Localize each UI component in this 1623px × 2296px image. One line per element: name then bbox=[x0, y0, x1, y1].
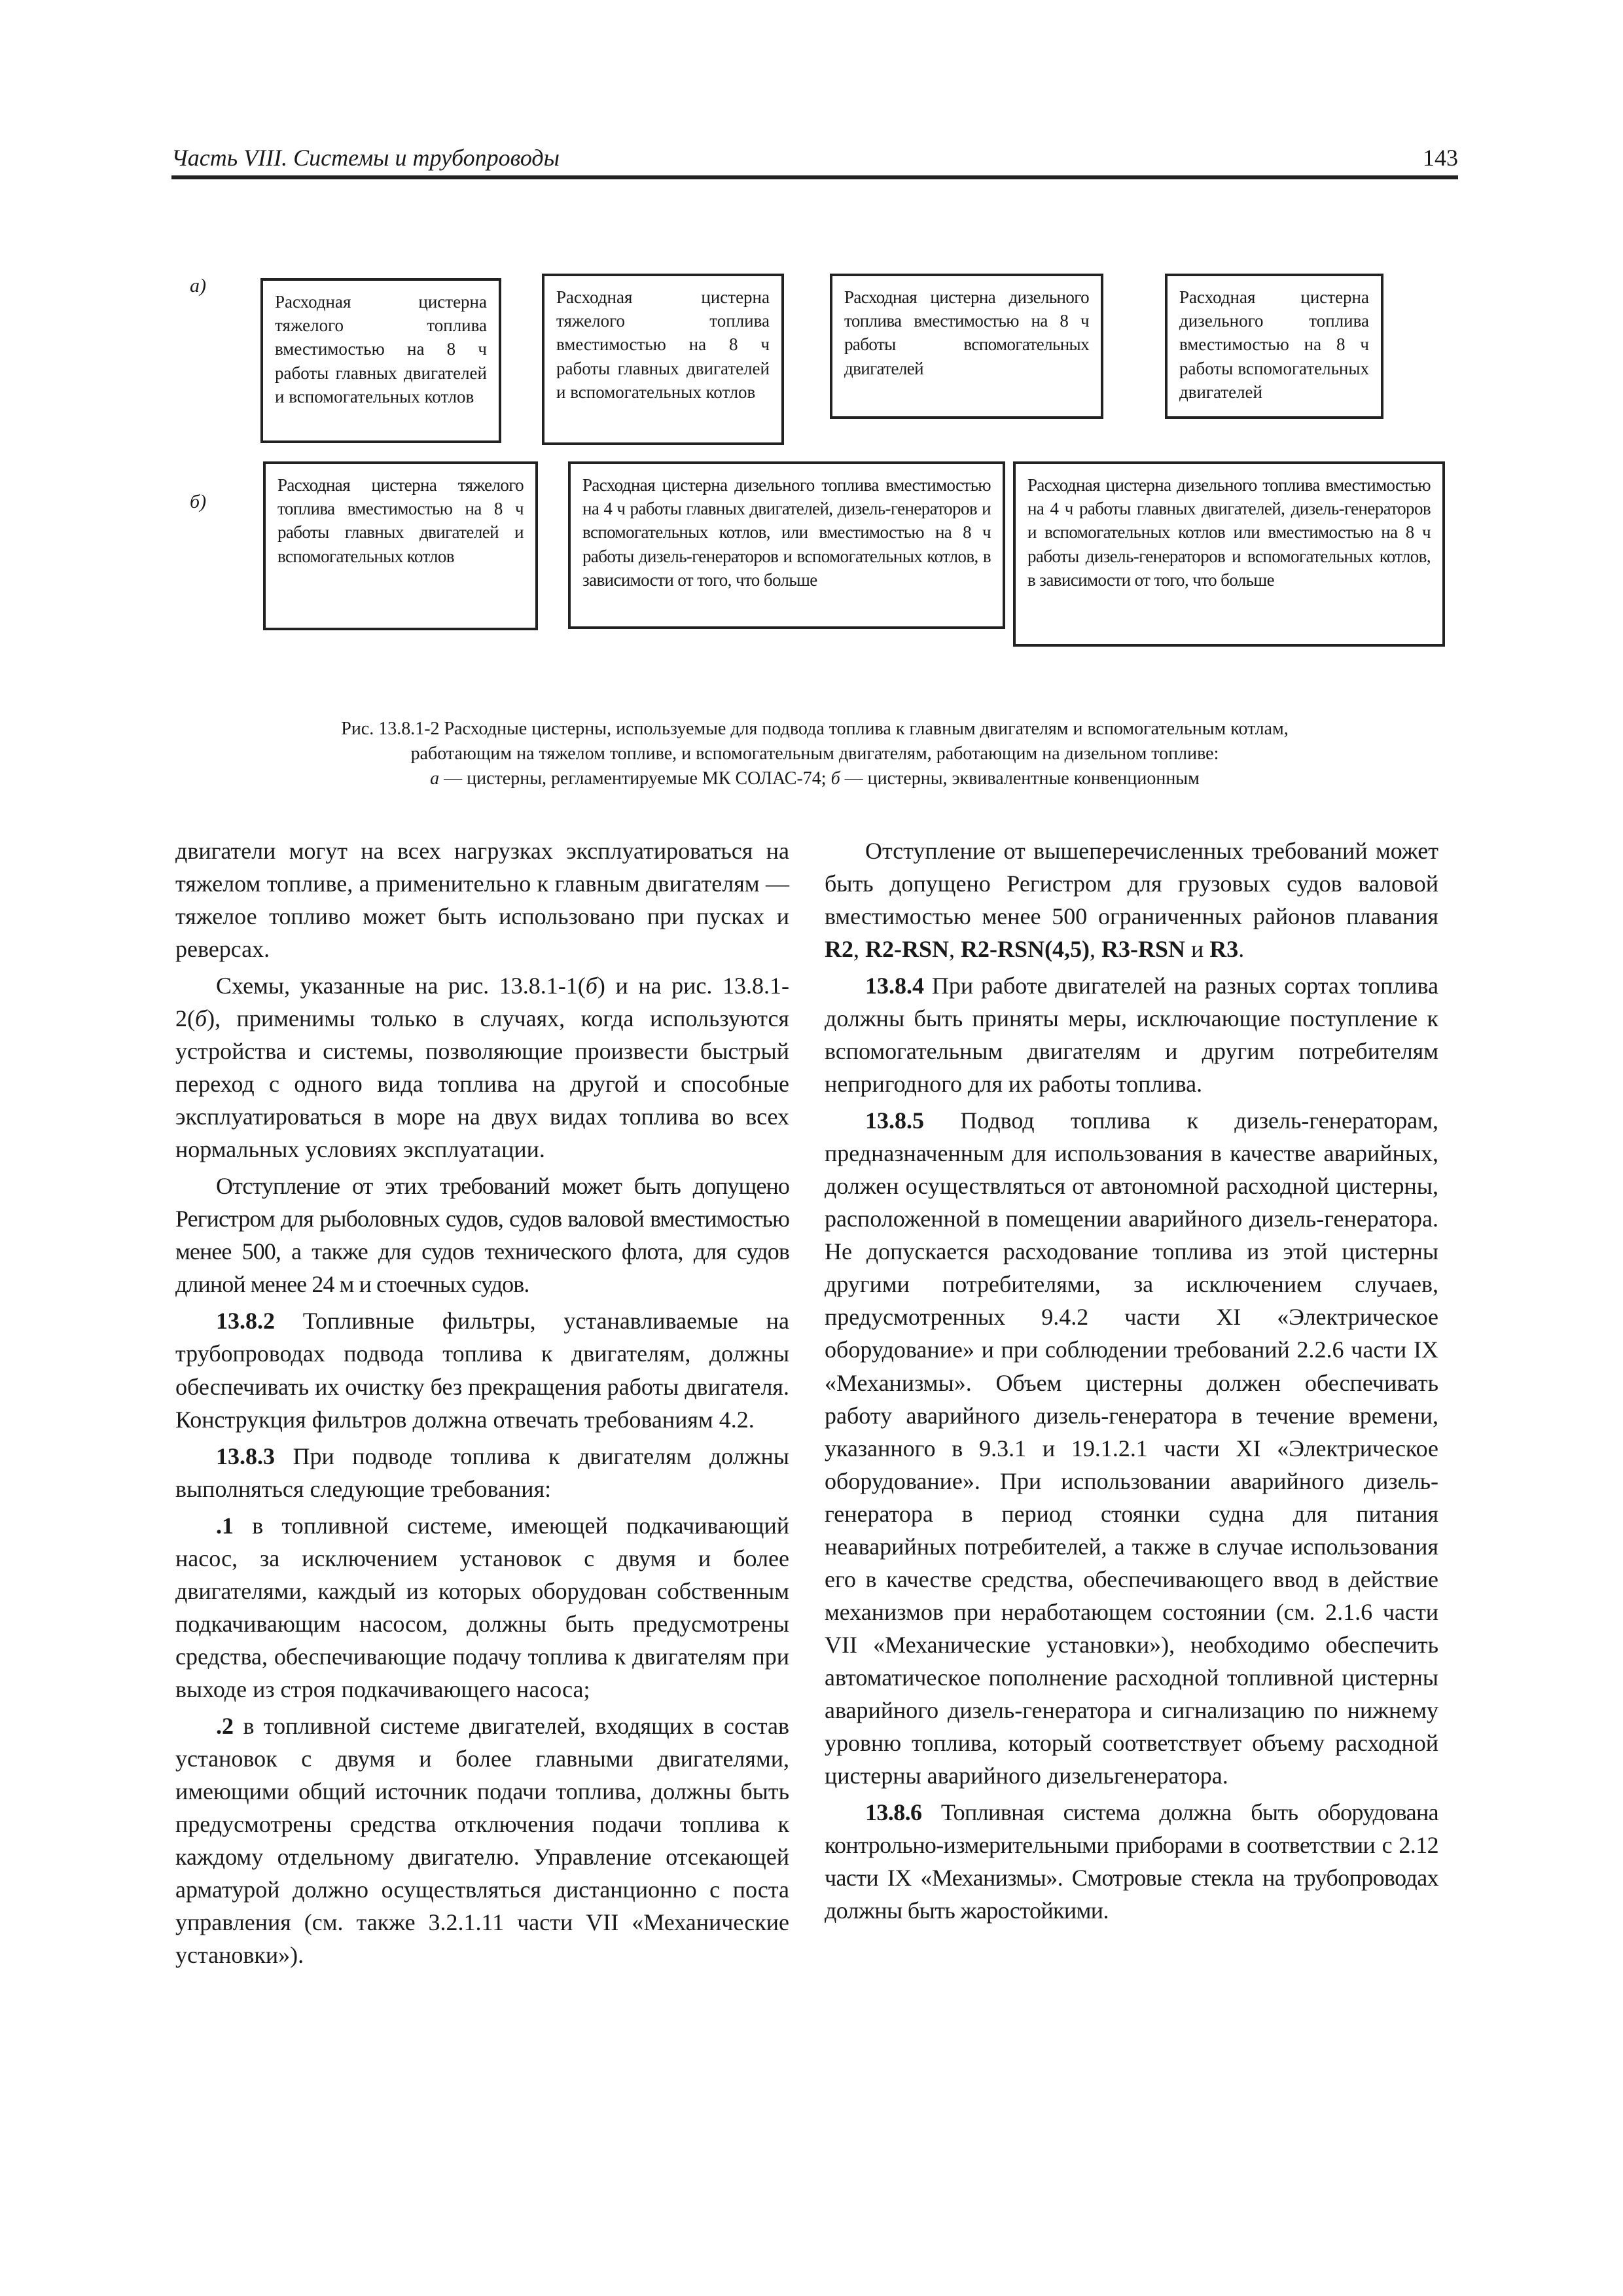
left-paragraph-1: двигатели могут на всех нагрузках эксплуатироваться на тяжелом топливе, а применительно к главным двигателям — тяжелое топливо может быть использовано при пусках и реверсах. bbox=[175, 838, 789, 963]
section-text: Подвод топлива к дизель-генераторам, предназначенным для использования в качестве аварийных, должен осуществляться от автономной расходной цистерны, расположенной в помещении аварийного дизель-генератора. Не допускается расходование топлива из этой цистерны другими потребителями, за исключением случаев, предусмотренных 9.4.2 части XI «Электрическое оборудование» и при соблюдении требований 2.2.6 части IX «Механизмы». Объем цистерны должен обеспечивать работу аварийного дизель-генератора в течение времени, указанного в 9.3.1 и 19.1.2.1 части XI «Электрическое оборудование». При использовании аварийного дизель-генератора в период стоянки судна для питания неаварийных потребителей, а также в случае использования его в качестве средства, обеспечивающего ввод в действие механизмов при неработающем состоянии (см. 2.1.6 части VII «Механические установки»), необходимо обеспечить автоматическое пополнение расходной топливной цистерны аварийного дизель-генератора и сигнализацию по нижнему уровню топлива, который соответствует объему расходной цистерны аварийного дизельгенератора. bbox=[825, 1107, 1438, 1789]
section-number: 13.8.6 bbox=[865, 1799, 922, 1825]
section-text: Топливная система должна быть оборудована контрольно-измерительными приборами в соответствии с 2.12 части IX «Механизмы». Смотровые стекла на трубопроводах должны быть жаростойкими. bbox=[825, 1799, 1438, 1924]
left-column bbox=[175, 834, 789, 1975]
page-number: 143 bbox=[1423, 145, 1458, 171]
caption-line-1: Рис. 13.8.1-2 Расходные цистерны, используемые для подвода топлива к главным двигателям и вспомогательным котлам, bbox=[341, 719, 1289, 739]
left-paragraph-3: Отступление от этих требований может быть допущено Регистром для рыболовных судов, судов валовой вместимостью менее 500, а также для судов технического флота, для судов длиной менее 24 м и стоечных судов. bbox=[175, 1173, 789, 1298]
separator: , bbox=[853, 936, 865, 963]
item-number: .1 bbox=[216, 1512, 234, 1539]
page-header bbox=[171, 144, 1458, 178]
header-rule bbox=[171, 175, 1458, 179]
tank-box-a4: Расходная цистерна дизельного топлива вместимостью на 8 ч работы вспомогательных двигателей bbox=[1165, 274, 1383, 419]
section-13-8-2 bbox=[175, 1304, 789, 1435]
section-number: 13.8.3 bbox=[216, 1443, 275, 1469]
item-number: .2 bbox=[216, 1712, 234, 1739]
p2-part-c: ) и на рис. 13.8.1-2( bbox=[175, 973, 789, 1032]
tank-box-b3: Расходная цистерна дизельного топлива вместимостью на 4 ч работы главных двигателей, дизель-генераторов и вспомогательных котлов или вместимостью на 8 ч работы дизель-генераторов и вспомогательных котлов, в зависимости от того, что больше bbox=[1013, 461, 1445, 647]
separator: и bbox=[1185, 936, 1210, 963]
tank-box-b1: Расходная цистерна тяжелого топлива вместимостью на 8 ч работы главных двигателей и вспомогательных котлов bbox=[263, 461, 538, 630]
caption-a-text: — цистерны, регламентируемые МК СОЛАС-74; bbox=[439, 768, 831, 789]
area-code: R2-RSN bbox=[865, 936, 950, 963]
caption-b: б bbox=[830, 768, 840, 789]
section-13-8-6 bbox=[825, 1796, 1438, 1927]
item-2 bbox=[175, 1710, 789, 1971]
p2-part-d: б bbox=[195, 1005, 207, 1032]
p1-text: Отступление от вышеперечисленных требований может быть допущено Регистром для грузовых судов валовой вместимостью менее 500 ограниченных районов плавания bbox=[825, 838, 1438, 930]
caption-b-text: — цистерны, эквивалентные конвенционным bbox=[840, 768, 1200, 789]
caption-a: а bbox=[430, 768, 440, 789]
p2-part-e: ), применимы только в случаях, когда используются устройства и системы, позволяющие произвести быстрый переход с одного вида топлива на другой и способные эксплуатироваться в море на двух видах топлива во всех нормальных условиях эксплуатации. bbox=[175, 1005, 789, 1163]
figure-caption bbox=[171, 717, 1458, 791]
area-code: R3 bbox=[1209, 936, 1239, 963]
section-text: Топливные фильтры, устанавливаемые на трубопроводах подвода топлива к двигателям, должны обеспечивать их очистку без прекращения работы двигателя. Конструкция фильтров должна отвечать требованиям 4.2. bbox=[175, 1308, 789, 1433]
area-code: R2-RSN(4,5) bbox=[961, 936, 1090, 963]
item-text: в топливной системе двигателей, входящих в состав установок с двумя и более главными двигателями, имеющими общий источник подачи топлива, должны быть предусмотрены средства отключения подачи топлива к каждому отдельному двигателю. Управление отсекающей арматурой должно осуществляться дистанционно с поста управления (см. также 3.2.1.11 части VII «Механические установки»). bbox=[175, 1712, 789, 1969]
caption-line-3 bbox=[171, 766, 1458, 791]
row-b-label: б) bbox=[190, 491, 207, 512]
section-text: При подводе топлива к двигателям должны выполняться следующие требования: bbox=[175, 1443, 789, 1502]
row-a-label: а) bbox=[190, 275, 206, 296]
section-number: 13.8.4 bbox=[865, 973, 924, 999]
tank-box-b2: Расходная цистерна дизельного топлива вместимостью на 4 ч работы главных двигателей, дизель-генераторов и вспомогательных котлов, или вместимостью на 8 ч работы дизель-генераторов и вспомогательных котлов, в зависимости от того, что больше bbox=[568, 461, 1005, 629]
tank-box-a1: Расходная цистерна тяжелого топлива вместимостью на 8 ч работы главных двигателей и вспомогательных котлов bbox=[260, 278, 501, 443]
section-13-8-3 bbox=[175, 1440, 789, 1505]
section-13-8-4 bbox=[825, 969, 1438, 1100]
tank-box-a2: Расходная цистерна тяжелого топлива вместимостью на 8 ч работы главных двигателей и вспомогательных котлов bbox=[542, 274, 784, 445]
area-code: R3-RSN bbox=[1101, 936, 1186, 963]
caption-line-2: работающим на тяжелом топливе, и вспомогательным двигателям, работающим на дизельном топливе: bbox=[410, 744, 1219, 764]
running-title: Часть VIII. Системы и трубопроводы bbox=[171, 145, 560, 171]
p2-part-a: Схемы, указанные на рис. 13.8.1-1( bbox=[216, 973, 586, 999]
area-code: R2 bbox=[825, 936, 853, 963]
separator: , bbox=[1090, 936, 1101, 963]
separator: , bbox=[949, 936, 961, 963]
left-paragraph-2 bbox=[175, 969, 789, 1166]
item-1 bbox=[175, 1509, 789, 1706]
section-number: 13.8.2 bbox=[216, 1308, 275, 1335]
item-text: в топливной системе, имеющей подкачивающий насос, за исключением установок с двумя и более двигателями, каждый из которых оборудован собственным подкачивающим насосом, должны быть предусмотрены средства, обеспечивающие подачу топлива к двигателям при выходе из строя подкачивающего насоса; bbox=[175, 1512, 789, 1702]
separator: . bbox=[1238, 936, 1245, 963]
section-13-8-5 bbox=[825, 1104, 1438, 1792]
section-number: 13.8.5 bbox=[865, 1107, 924, 1134]
right-column bbox=[825, 834, 1438, 1931]
section-text: При работе двигателей на разных сортах топлива должны быть приняты меры, исключающие поступление к вспомогательным двигателям и другим потребителям непригодного для их работы топлива. bbox=[825, 973, 1438, 1098]
p2-part-b: б bbox=[585, 973, 597, 999]
tank-box-a3: Расходная цистерна дизельного топлива вместимостью на 8 ч работы вспомогательных двигателей bbox=[830, 274, 1103, 419]
right-paragraph-1 bbox=[825, 834, 1438, 965]
